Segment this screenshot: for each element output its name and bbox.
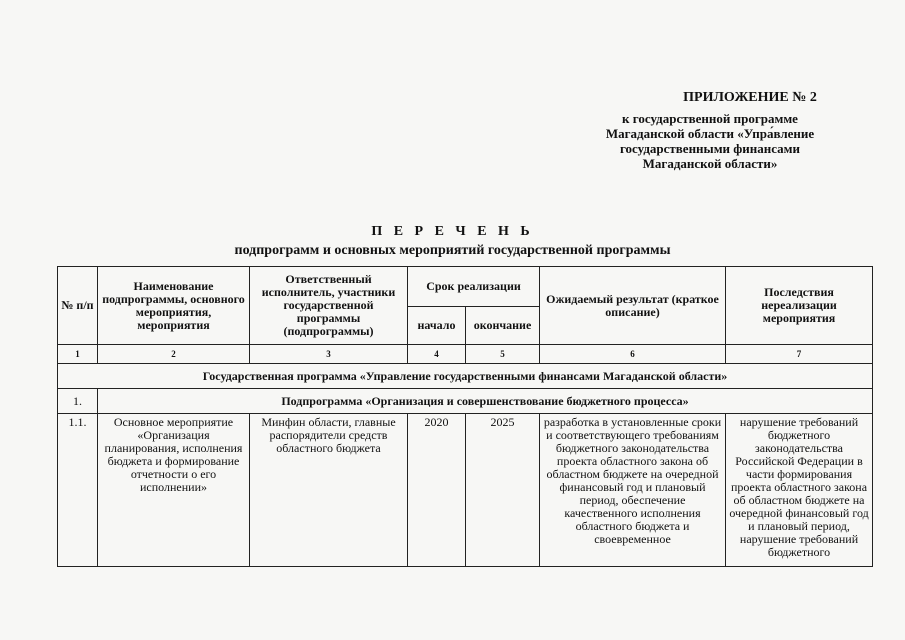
- subprogram-title: Подпрограмма «Организация и совершенствование бюджетного процесса»: [98, 389, 873, 414]
- appendix-title: ПРИЛОЖЕНИЕ № 2: [683, 90, 817, 105]
- measures-table: [57, 266, 873, 567]
- header-result: Ожидаемый результат (краткое описание): [540, 267, 726, 345]
- header-start: начало: [408, 307, 466, 345]
- appendix-line: Магаданской области»: [642, 156, 778, 171]
- row-result: разработка в установленные сроки и соответствующего требованиям бюджетного законодательства проекта областного закона об областном бюджете на очередной финансовый год и плановый период, обеспечение качественного исполнения областного бюджета и своевременное: [540, 414, 726, 567]
- header-period: Срок реализации: [408, 267, 540, 307]
- header-row: [58, 267, 873, 307]
- header-name: Наименование подпрограммы, основного мероприятия, мероприятия: [98, 267, 250, 345]
- table-row: [58, 414, 873, 567]
- subprogram-row: [58, 389, 873, 414]
- column-number: 5: [466, 345, 540, 364]
- document-heading: [0, 224, 905, 260]
- subprogram-num: 1.: [58, 389, 98, 414]
- row-num: 1.1.: [58, 414, 98, 567]
- header-consequences: Последствия нереализации мероприятия: [726, 267, 873, 345]
- header-end: окончание: [466, 307, 540, 345]
- column-number: 7: [726, 345, 873, 364]
- program-row: [58, 364, 873, 389]
- program-title: Государственная программа «Управление государственными финансами Магаданской области»: [58, 364, 873, 389]
- appendix-block: [560, 90, 860, 171]
- row-name: Основное мероприятие «Организация планирования, исполнения бюджета и формирование отчетности о его исполнении»: [98, 414, 250, 567]
- column-number: 6: [540, 345, 726, 364]
- column-number: 1: [58, 345, 98, 364]
- document-subtitle: подпрограмм и основных мероприятий государственной программы: [234, 243, 671, 258]
- row-end: 2025: [466, 414, 540, 567]
- appendix-line: Магаданской области «Упра́вление: [605, 126, 815, 141]
- column-number: 3: [250, 345, 408, 364]
- appendix-line: государственными финансами: [619, 141, 801, 156]
- column-number: 2: [98, 345, 250, 364]
- column-number-row: [58, 345, 873, 364]
- header-num: № п/п: [58, 267, 98, 345]
- row-start: 2020: [408, 414, 466, 567]
- row-executor: Минфин области, главные распорядители средств областного бюджета: [250, 414, 408, 567]
- appendix-line: к государственной программе: [622, 111, 798, 126]
- row-consequences: нарушение требований бюджетного законодательства Российской Федерации в части формирования проекта областного закона об областном бюджете на очередной финансовый год и плановый период, нарушение требований бюджетного: [726, 414, 873, 567]
- header-executor: Ответственный исполнитель, участники государственной программы (подпрограммы): [250, 267, 408, 345]
- document-title: П Е Р Е Ч Е Н Ь: [371, 224, 534, 239]
- column-number: 4: [408, 345, 466, 364]
